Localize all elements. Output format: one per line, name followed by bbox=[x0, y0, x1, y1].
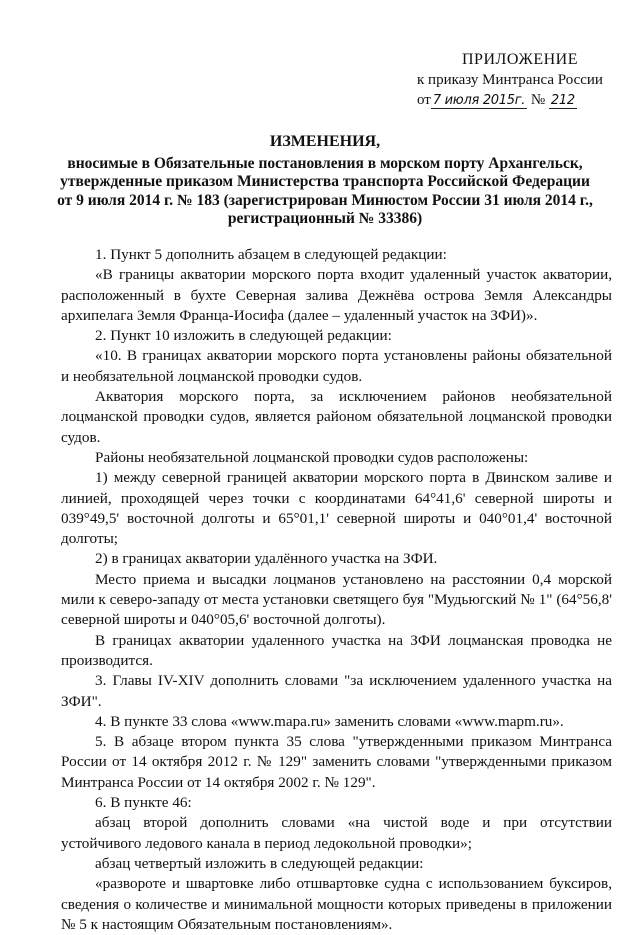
appendix-order-line: к приказу Минтранса России bbox=[417, 72, 603, 88]
paragraph: В границах акватории удаленного участка на ЗФИ лоцманская проводка не производится. bbox=[61, 631, 612, 669]
paragraph: 2) в границах акватории удалённого участка на ЗФИ. bbox=[95, 550, 438, 568]
handwritten-number: 212 bbox=[550, 93, 575, 108]
handwritten-date: 7 июля 2015г. bbox=[432, 93, 526, 108]
title-heading: ИЗМЕНЕНИЯ, bbox=[269, 133, 381, 150]
paragraph: 5. В абзаце втором пункта 35 слова "утвержденными приказом Минтранса России от 14 октября 2012 г. № 129" заменить словами "утвержденными приказом Минтранса России от 14 октября 2002 г. № 129". bbox=[61, 733, 612, 791]
appendix-heading: ПРИЛОЖЕНИЕ bbox=[462, 51, 579, 68]
title-line: вносимые в Обязательные постановления в морском порту Архангельск, bbox=[67, 154, 583, 172]
paragraph: 2. Пункт 10 изложить в следующей редакции: bbox=[95, 327, 392, 345]
paragraph: «В границы акватории морского порта входит удаленный участок акватории, расположенный в бухте Северная залива Дежнёва острова Земля Александры архипелага Земля Франца-Иосифа (далее – удаленный участок на ЗФИ)». bbox=[61, 266, 612, 324]
paragraph: 1. Пункт 5 дополнить абзацем в следующей редакции: bbox=[95, 246, 447, 263]
appendix-date-line bbox=[400, 90, 625, 111]
appendix-block bbox=[400, 50, 625, 111]
paragraph: «10. В границах акватории морского порта установлены районы обязательной и необязательной лоцманской проводки судов. bbox=[61, 347, 612, 385]
title-line: от 9 июля 2014 г. № 183 (зарегистрирован Минюстом России 31 июля 2014 г., bbox=[57, 191, 593, 209]
paragraph: 1) между северной границей акватории морского порта в Двинском заливе и линией, проходящей через точки с координатами 64°41,6' северной широты и 039°49,5' восточной долготы и 65°01,1' северной широты и 040°01,4' восточной долготы; bbox=[61, 469, 612, 548]
paragraph: 6. В пункте 46: bbox=[95, 794, 192, 812]
paragraph: 3. Главы IV-XIV дополнить словами "за исключением удаленного участка на ЗФИ". bbox=[61, 672, 612, 710]
from-label: от bbox=[417, 92, 431, 108]
paragraph: Акватория морского порта, за исключением районов необязательной лоцманской проводки судов, является районом обязательной лоцманской проводки судов. bbox=[61, 388, 612, 446]
number-label: № bbox=[530, 92, 546, 108]
paragraph: Районы необязательной лоцманской проводки судов расположены: bbox=[95, 448, 529, 466]
document-title bbox=[40, 133, 610, 229]
paragraph: «развороте и швартовке либо отшвартовке судна с использованием буксиров, сведения о количестве и минимальной мощности которых приведены в приложении № 5 к настоящим Обязательным постановлениям». bbox=[61, 875, 612, 933]
paragraph: абзац второй дополнить словами «на чистой воде и при отсутствии устойчивого ледового канала в период ледокольной проводки»; bbox=[61, 814, 612, 852]
paragraph: абзац четвертый изложить в следующей редакции: bbox=[95, 854, 424, 872]
title-line: утвержденные приказом Министерства транспорта Российской Федерации bbox=[60, 173, 590, 190]
paragraph: Место приема и высадки лоцманов установлено на расстоянии 0,4 морской мили к северо-западу от места установки светящего буя "Мудьюгский № 1" (64°56,8' северной широты и 040°05,6' восточной долготы). bbox=[61, 570, 612, 629]
document-body bbox=[61, 245, 612, 935]
paragraph: 4. В пункте 33 слова «www.mapa.ru» заменить словами «www.mapm.ru». bbox=[95, 712, 564, 730]
title-line: регистрационный № 33386) bbox=[227, 210, 423, 227]
